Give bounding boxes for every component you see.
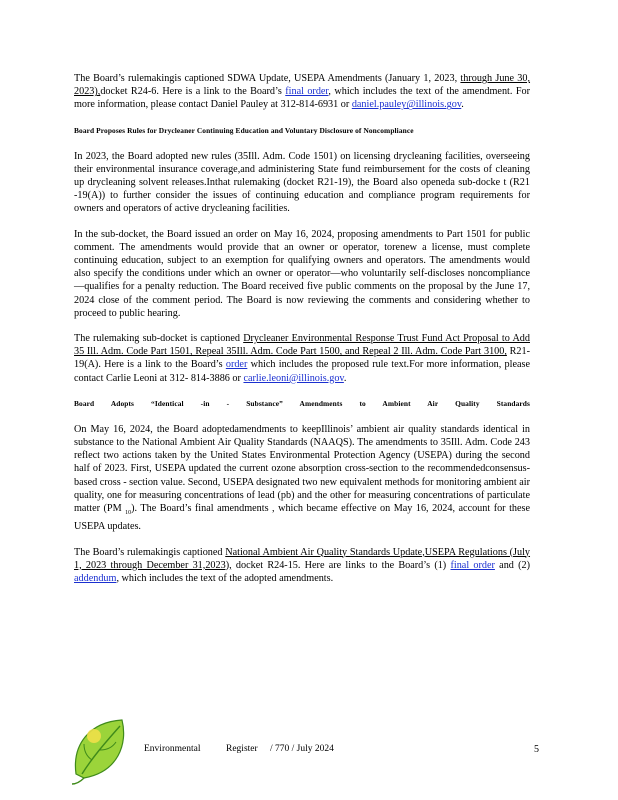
final-order-link-r24-15[interactable]: final order: [450, 559, 495, 571]
sdwa-caption-dates: through June 30, 2023),: [74, 73, 531, 98]
page-body: [74, 72, 530, 585]
drycleaner-paragraph-1: In 2023, the Board adopted new rules (35Ill. Adm. Code 1501) on licensing drycleaning facilities, overseeing their environmental insurance coverage,and administering State fund reimbursement for the costs of cleaning up drycleaning solvent releases.Inthat rulemaking (docket R21-19), the Board also openeda sub-docke t (R21 -19(A)) to further consider the issues of continuing education and compliance program requirements for owners and operators of active drycleaning facilities.: [74, 150, 530, 215]
air-quality-paragraph-2: The Board’s rulemakingis captioned National Ambient Air Quality Standards Update,USEPA Regulations (July 1, 2023 through December 31,2023), docket R24-15. Here are links to the Board’s (1) final order and (2) addendum, which includes the text of the adopted amendments.: [74, 546, 531, 584]
naaqs-caption: National Ambient Air Quality Standards Update,USEPA Regulations (July 1, 2023 through December 31,2023),: [74, 546, 531, 571]
drycleaner-paragraph-2: In the sub-docket, the Board issued an order on May 16, 2024, proposing amendments to Part 1501 for public comment. The amendments would provide that an owner or operator, torenew a license, must complete continuing education, subject to an exemption for qualifying owners and operators. The amendments would also specify the conditions under which an owner or operator—who voluntarily self-discloses noncompliance—qualifies for a penalty reduction. The Board received five public comments on the proposal by the June 17, 2024 close of the comment period. The Board is now reviewing the comments and considering whether to proceed to public hearing.: [74, 228, 530, 319]
sdwa-paragraph: The Board’s rulemakingis captioned SDWA Update, USEPA Amendments (January 1, 2023, through June 30, 2023),docket R24-6. Here is a link to the Board’s final order, which includes the text of the amendment. For more information, please contact Daniel Pauley at 312-814-6931 or daniel.pauley@illinois.gov.: [74, 73, 531, 111]
page-number: 5: [534, 744, 539, 755]
drycleaner-caption: Drycleaner Environmental Response Trust Fund Act Proposal to Add 35 Ill. Adm. Code Part 1501, Repeal 35Ill. Adm. Code Part 1500, and Repeal 2 Ill. Adm. Code Part 3100,: [74, 333, 530, 358]
leaf-logo-icon: [70, 714, 140, 786]
final-order-link-r24-6[interactable]: final order: [285, 86, 329, 98]
air-quality-paragraph-1: On May 16, 2024, the Board adoptedamendments to keepIllinois’ ambient air quality standards identical in substance to the National Ambient Air Quality Standards (NAAQS). The amendments to 35Ill. Adm. Code 243 reflect two actions taken by the United States Environmental Protection Agency (USEPA) during the second half of 2023. First, USEPA updated the current ozone absorption cross-section to the recommendedconsensus- based cross - section value. Second, USEPA designated two new equivalent methods for monitoring ambient air quality, one for measuring concentrations of lead (pb) and the other for measuring concentrations of particulate matter (PM $_{10}$). The Board’s final amendments , which became effective on May 16, 2024, account for these USEPA updates.: [74, 423, 530, 533]
page-footer: Environmental Register / 770 / July 2024 5: [70, 714, 550, 786]
air-quality-heading: Board Adopts “Identical -in - Substance” Amendments to Ambient Air Quality Standards: [74, 398, 530, 408]
email-link-daniel-pauley[interactable]: daniel.pauley@illinois.gov: [351, 99, 462, 111]
addendum-link[interactable]: addendum: [74, 572, 117, 584]
order-link-r21-19a[interactable]: order: [225, 359, 248, 371]
drycleaner-paragraph-3: The rulemaking sub-docket is captioned Drycleaner Environmental Response Trust Fund Act Proposal to Add 35 Ill. Adm. Code Part 1501, Repeal 35Ill. Adm. Code Part 1500, and Repeal 2 Ill. Adm. Code Part 3100, R21-19(A). Here is a link to the Board’s order which includes the proposed rule text.For more information, please contact Carlie Leoni at 312- 814-3886 or carlie.leoni@illinois.gov.: [74, 333, 531, 384]
drycleaner-heading: Board Proposes Rules for Drycleaner Continuing Education and Voluntary Disclosure of Noncompliance: [74, 125, 414, 135]
email-link-carlie-leoni[interactable]: carlie.leoni@illinois.gov: [243, 372, 344, 384]
